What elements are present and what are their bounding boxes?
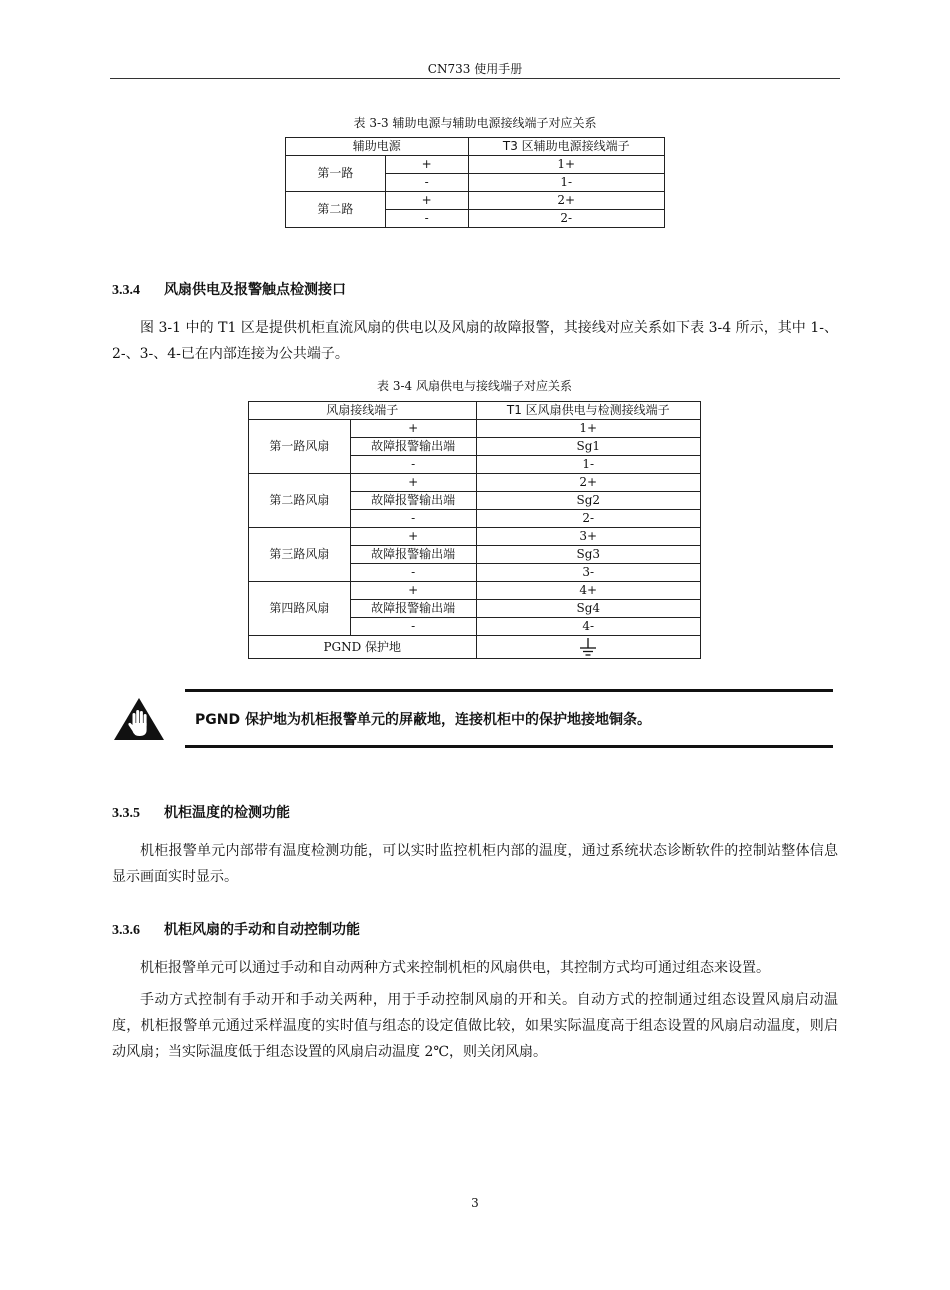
table-3-4-sign: -	[350, 564, 476, 582]
section-title: 机柜风扇的手动和自动控制功能	[164, 922, 360, 938]
table-3-4-sign: +	[350, 420, 476, 438]
section-title: 风扇供电及报警触点检测接口	[164, 282, 346, 298]
table-3-4-terminal: Sg4	[476, 600, 701, 618]
paragraph: 手动方式控制有手动开和手动关两种，用于手动控制风扇的开和关。自动方式的控制通过组态设置风扇启动温度，机柜报警单元通过采样温度的实时值与组态的设定值做比较，如果实际温度高于组态设置的风扇启动温度，则启动风扇；当实际温度低于组态设置的风扇启动温度 2℃，则关闭风扇。	[112, 992, 838, 1060]
table-3-3-header-terminal: T3 区辅助电源接线端子	[468, 138, 664, 156]
table-3-4-pgnd-label: PGND 保护地	[249, 636, 477, 659]
table-3-4-group-name: 第四路风扇	[249, 582, 351, 636]
table-3-3-group-name: 第一路	[286, 156, 386, 192]
table-3-4-sign: 故障报警输出端	[350, 600, 476, 618]
table-3-4-sign: 故障报警输出端	[350, 492, 476, 510]
section-3-3-5-heading	[112, 802, 290, 822]
table-3-4-terminal: 1-	[476, 456, 701, 474]
table-3-4-terminal: 4+	[476, 582, 701, 600]
table-3-4-sign: +	[350, 474, 476, 492]
table-3-4-header-terminal: T1 区风扇供电与检测接线端子	[476, 402, 701, 420]
table-3-4-sign: 故障报警输出端	[350, 438, 476, 456]
section-3-3-4-body	[112, 315, 838, 367]
table-3-4-terminal: 4-	[476, 618, 701, 636]
table-3-3-caption: 表 3-3 辅助电源与辅助电源接线端子对应关系	[353, 116, 597, 130]
table-3-3-header-power: 辅助电源	[286, 138, 469, 156]
table-3-4-sign: +	[350, 582, 476, 600]
warning-top-rule	[185, 689, 833, 692]
table-3-4-terminal: Sg2	[476, 492, 701, 510]
table-3-4-terminal: 3+	[476, 528, 701, 546]
table-3-4-group-name: 第二路风扇	[249, 474, 351, 528]
paragraph: 机柜报警单元内部带有温度检测功能，可以实时监控机柜内部的温度，通过系统状态诊断软件的控制站整体信息显示画面实时显示。	[112, 843, 838, 885]
table-3-3-terminal: 1+	[468, 156, 664, 174]
paragraph: 图 3-1 中的 T1 区是提供机柜直流风扇的供电以及风扇的故障报警，其接线对应关系如下表 3-4 所示，其中 1-、2-、3-、4-已在内部连接为公共端子。	[112, 320, 838, 362]
table-3-4-header-fan: 风扇接线端子	[249, 402, 477, 420]
table-3-4-caption: 表 3-4 风扇供电与接线端子对应关系	[377, 379, 572, 393]
page-header: CN733 使用手册	[427, 62, 523, 76]
table-3-4-sign: -	[350, 456, 476, 474]
table-3-3-sign: -	[385, 174, 468, 192]
paragraph: 机柜报警单元可以通过手动和自动两种方式来控制机柜的风扇供电，其控制方式均可通过组态来设置。	[140, 960, 770, 976]
table-3-3-terminal: 2-	[468, 210, 664, 228]
section-3-3-5-body	[112, 838, 838, 890]
table-3-4-terminal: 2+	[476, 474, 701, 492]
table-3-3-sign: +	[385, 156, 468, 174]
table-3-4-pgnd-symbol	[476, 636, 701, 659]
header-rule	[110, 78, 840, 79]
warning-bottom-rule	[185, 745, 833, 748]
section-number: 3.3.6	[112, 923, 140, 938]
table-3-3-group-name: 第二路	[286, 192, 386, 228]
section-number: 3.3.5	[112, 806, 140, 821]
table-3-3-sign: -	[385, 210, 468, 228]
table-3-4	[248, 401, 701, 659]
table-3-3-terminal: 2+	[468, 192, 664, 210]
table-3-4-terminal: Sg3	[476, 546, 701, 564]
table-3-3	[285, 137, 665, 228]
table-3-4-terminal: 1+	[476, 420, 701, 438]
table-3-4-terminal: 3-	[476, 564, 701, 582]
section-title: 机柜温度的检测功能	[164, 805, 290, 821]
section-3-3-6-body	[112, 955, 838, 1065]
section-3-3-6-heading	[112, 919, 360, 939]
warning-text: PGND 保护地为机柜报警单元的屏蔽地，连接机柜中的保护地接地铜条。	[195, 712, 651, 728]
table-3-4-terminal: 2-	[476, 510, 701, 528]
section-number: 3.3.4	[112, 283, 140, 298]
table-3-4-sign: +	[350, 528, 476, 546]
table-3-3-sign: +	[385, 192, 468, 210]
table-3-4-sign: 故障报警输出端	[350, 546, 476, 564]
warning-hand-icon	[113, 697, 165, 741]
section-3-3-4-heading	[112, 279, 346, 299]
table-3-4-sign: -	[350, 510, 476, 528]
table-3-3-terminal: 1-	[468, 174, 664, 192]
table-3-4-terminal: Sg1	[476, 438, 701, 456]
ground-icon	[578, 637, 598, 657]
table-3-4-sign: -	[350, 618, 476, 636]
table-3-4-group-name: 第三路风扇	[249, 528, 351, 582]
table-3-4-group-name: 第一路风扇	[249, 420, 351, 474]
page-number: 3	[471, 1196, 479, 1210]
